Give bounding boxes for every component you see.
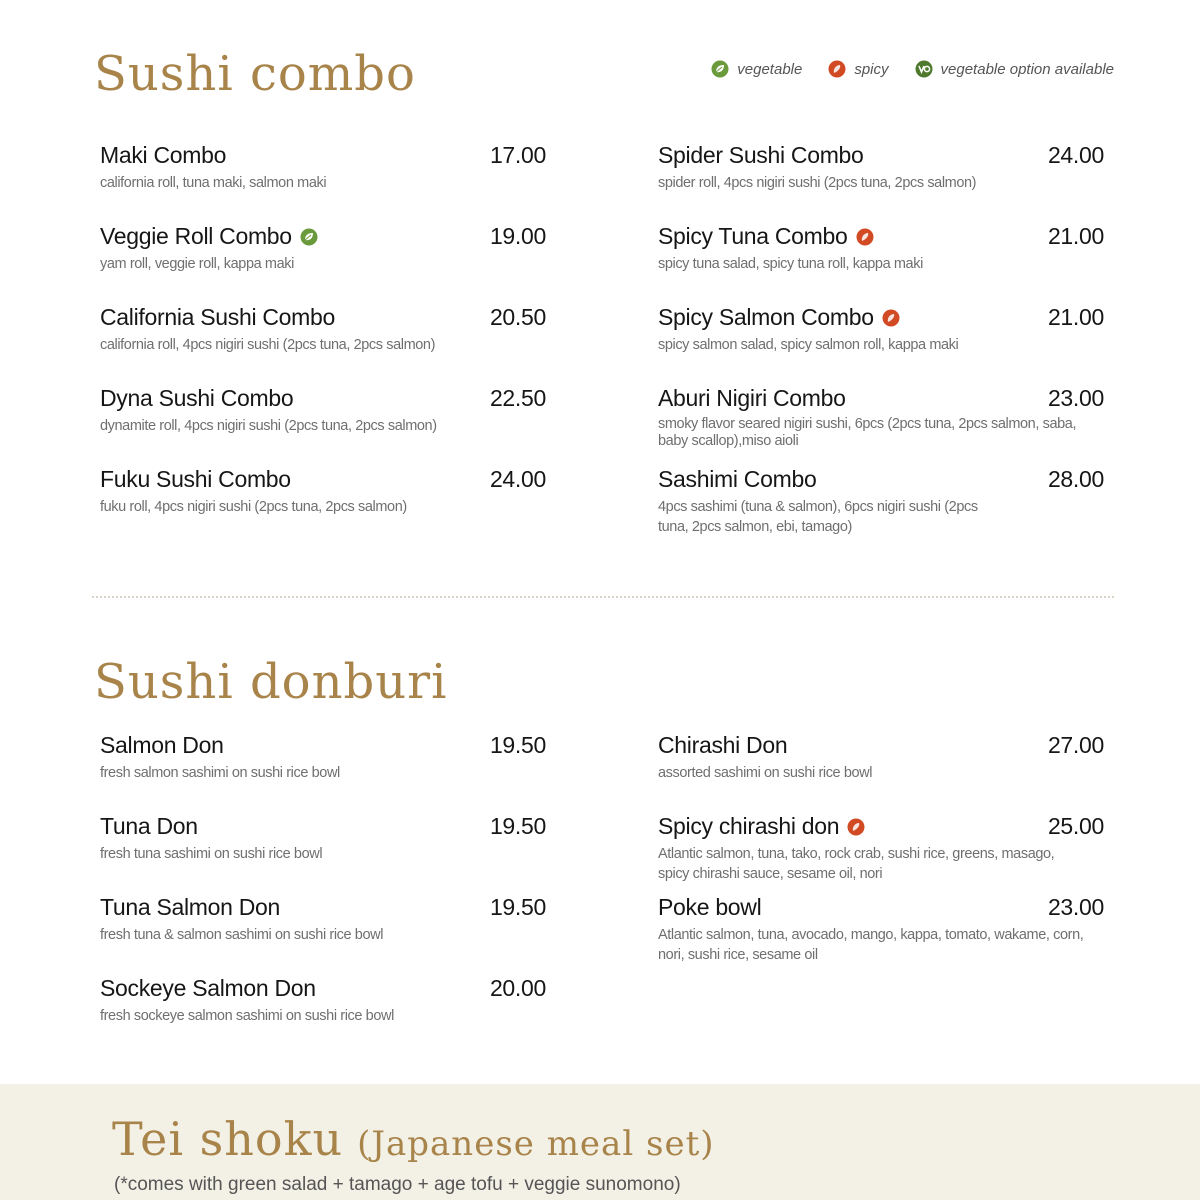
section-title-sushi-donburi: Sushi donburi: [94, 654, 448, 710]
tei-shoku-note: (*comes with green salad + tamago + age tofu + veggie sunomono): [114, 1174, 681, 1195]
item-price: 19.00: [489, 223, 546, 249]
item-price: 20.50: [489, 304, 546, 330]
legend-label: vegetable: [737, 60, 803, 78]
section-title-sushi-combo: Sushi combo: [94, 46, 416, 102]
item-name: Chirashi Don: [658, 732, 788, 758]
section-divider: [92, 596, 1114, 598]
item-price: 24.00: [489, 466, 546, 492]
item-name: California Sushi Combo: [100, 304, 336, 330]
menu-item: [658, 223, 1104, 274]
menu-item: [100, 385, 546, 436]
item-name: Tuna Salmon Don: [100, 894, 281, 920]
menu-item: [658, 813, 1104, 884]
item-name: Spider Sushi Combo: [658, 142, 864, 168]
dietary-legend: [711, 60, 1114, 78]
item-price: 19.50: [489, 813, 546, 839]
item-description: dynamite roll, 4pcs nigiri sushi (2pcs tuna, 2pcs salmon): [100, 418, 437, 434]
item-price: 19.50: [489, 894, 546, 920]
item-description: spicy tuna salad, spicy tuna roll, kappa maki: [658, 256, 923, 272]
item-name: Fuku Sushi Combo: [100, 466, 291, 492]
item-price: 21.00: [1047, 223, 1104, 249]
chili-icon: [882, 309, 900, 327]
menu-item: [100, 304, 546, 355]
item-price: 23.00: [1047, 894, 1104, 920]
item-price: 19.50: [489, 732, 546, 758]
item-description: spider roll, 4pcs nigiri sushi (2pcs tuna, 2pcs salmon): [658, 175, 977, 191]
item-description: spicy salmon salad, spicy salmon roll, kappa maki: [658, 337, 959, 353]
item-name: Salmon Don: [100, 732, 224, 758]
item-description: fresh salmon sashimi on sushi rice bowl: [100, 765, 340, 781]
item-price: 22.50: [489, 385, 546, 411]
item-price: 24.00: [1047, 142, 1104, 168]
legend-spicy: [828, 60, 888, 78]
item-description: smoky flavor seared nigiri sushi, 6pcs (2pcs tuna, 2pcs salmon, saba, baby scallop),miso aioli: [658, 416, 1077, 449]
item-price: 25.00: [1047, 813, 1104, 839]
item-name: Spicy Tuna Combo: [658, 223, 874, 250]
chili-icon: [828, 60, 846, 78]
legend-label: spicy: [854, 60, 889, 78]
legend-label: vegetable option available: [940, 60, 1114, 78]
item-description: california roll, 4pcs nigiri sushi (2pcs tuna, 2pcs salmon): [100, 337, 436, 353]
menu-item: [100, 732, 546, 783]
menu-item: [658, 894, 1104, 965]
menu-item: [100, 894, 546, 945]
leaf-icon: [300, 228, 318, 246]
leaf-icon: [711, 60, 729, 78]
menu-item: [658, 732, 1104, 783]
item-name: Maki Combo: [100, 142, 227, 168]
item-price: 27.00: [1047, 732, 1104, 758]
menu-item: [100, 142, 546, 193]
menu-item: [100, 223, 546, 274]
item-price: 20.00: [489, 975, 546, 1001]
legend-vegetable: [711, 60, 802, 78]
item-name: Poke bowl: [658, 894, 762, 920]
item-name: Spicy Salmon Combo: [658, 304, 900, 331]
menu-item: [658, 385, 1104, 450]
item-description: california roll, tuna maki, salmon maki: [100, 175, 327, 191]
veg-option-icon: [915, 60, 933, 78]
item-description: Atlantic salmon, tuna, avocado, mango, kappa, tomato, wakame, corn, nori, sushi rice, sesame oil: [658, 927, 1084, 963]
item-name: Sockeye Salmon Don: [100, 975, 316, 1001]
item-price: 28.00: [1047, 466, 1104, 492]
chili-icon: [856, 228, 874, 246]
chili-icon: [847, 818, 865, 836]
item-description: fresh sockeye salmon sashimi on sushi rice bowl: [100, 1008, 394, 1024]
item-name: Veggie Roll Combo: [100, 223, 318, 250]
item-description: assorted sashimi on sushi rice bowl: [658, 765, 873, 781]
tei-shoku-subtitle: (Japanese meal set): [357, 1124, 715, 1164]
item-name: Aburi Nigiri Combo: [658, 385, 846, 411]
item-price: 17.00: [489, 142, 546, 168]
item-name: Dyna Sushi Combo: [100, 385, 294, 411]
item-description: fresh tuna sashimi on sushi rice bowl: [100, 846, 323, 862]
item-name: Tuna Don: [100, 813, 198, 839]
menu-item: [100, 975, 546, 1026]
section-title-tei-shoku: [112, 1112, 715, 1166]
item-name: Sashimi Combo: [658, 466, 817, 492]
item-description: fresh tuna & salmon sashimi on sushi rice bowl: [100, 927, 384, 943]
item-name: Spicy chirashi don: [658, 813, 865, 840]
item-price: 21.00: [1047, 304, 1104, 330]
menu-item: [658, 304, 1104, 355]
item-price: 23.00: [1047, 385, 1104, 411]
item-description: 4pcs sashimi (tuna & salmon), 6pcs nigiri sushi (2pcs tuna, 2pcs salmon, ebi, tamago): [658, 499, 978, 535]
menu-item: [100, 813, 546, 864]
menu-item: [658, 466, 1104, 537]
item-description: fuku roll, 4pcs nigiri sushi (2pcs tuna, 2pcs salmon): [100, 499, 407, 515]
item-description: yam roll, veggie roll, kappa maki: [100, 256, 294, 272]
menu-item: [658, 142, 1104, 193]
item-description: Atlantic salmon, tuna, tako, rock crab, sushi rice, greens, masago, spicy chirashi sauce, sesame oil, nori: [658, 846, 1055, 882]
tei-shoku-title: Tei shoku: [112, 1112, 344, 1166]
menu-item: [100, 466, 546, 517]
legend-veg-option: [915, 60, 1114, 78]
